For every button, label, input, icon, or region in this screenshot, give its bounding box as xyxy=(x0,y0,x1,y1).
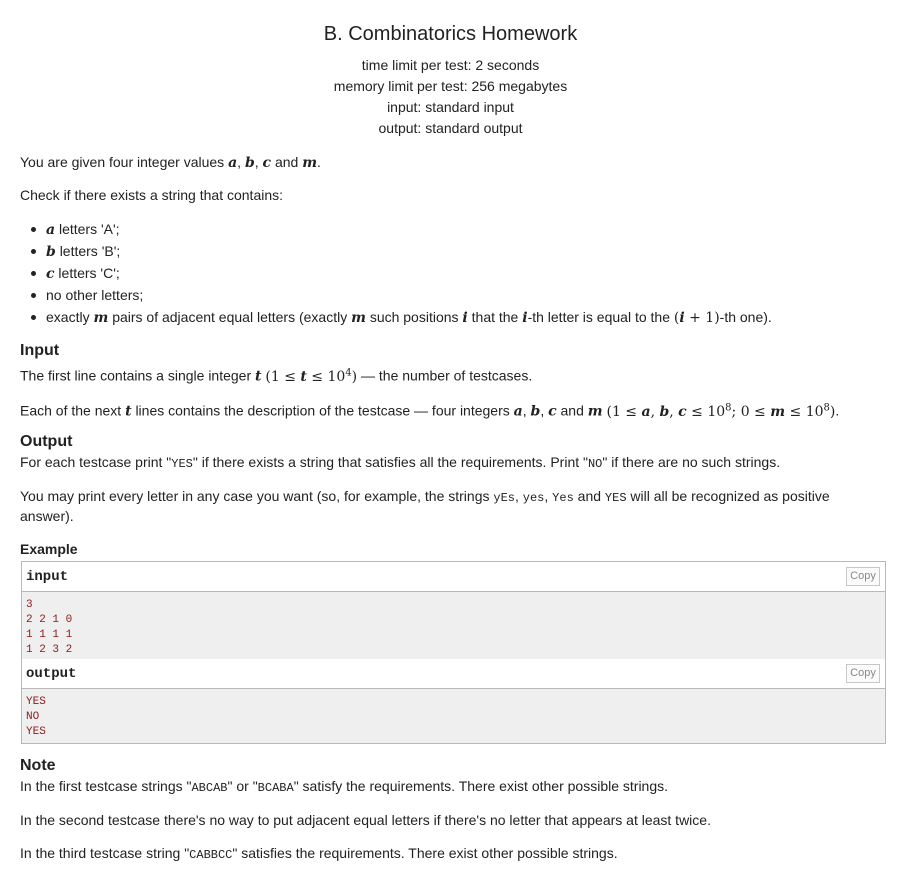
copy-input-button[interactable]: Copy xyxy=(846,567,880,586)
sample-line: YES xyxy=(26,726,46,738)
time-limit: time limit per test: 2 seconds xyxy=(361,57,540,73)
list-item: c letters 'C'; xyxy=(0,262,772,284)
sample-output-title: output xyxy=(26,666,77,682)
list-item: exactly m pairs of adjacent equal letters (exactly m such positions i that the i-th letter is equal to the (i + 1)-th one). xyxy=(0,306,772,328)
note-paragraph-2: In the second testcase there's no way to put adjacent equal letters if there's no letter that appears at least twice. xyxy=(20,812,711,828)
note-paragraph-1: In the first testcase strings "ABCAB" or "BCABA" satisfy the requirements. There exist other possible strings. xyxy=(20,778,669,795)
copy-output-button[interactable]: Copy xyxy=(846,664,880,683)
sample-line: NO xyxy=(26,711,40,723)
output-line-1: For each testcase print "YES" if there exists a string that satisfies all the requirements. Print "NO" if there are no such strings. xyxy=(20,454,781,471)
sample-input-header xyxy=(22,562,885,592)
output-line-3: answer). xyxy=(20,508,74,524)
list-item: a letters 'A'; xyxy=(0,218,772,240)
intro-paragraph: You are given four integer values a, b, c and m. xyxy=(20,154,321,171)
input-spec: input: standard input xyxy=(387,99,514,115)
sample-line: 2 2 1 0 xyxy=(26,614,73,626)
sample-line: 1 2 3 2 xyxy=(26,644,73,656)
sample-line: 3 xyxy=(26,599,33,611)
sample-input-title: input xyxy=(26,569,69,585)
sample-line: YES xyxy=(26,696,46,708)
check-paragraph: Check if there exists a string that contains: xyxy=(20,187,284,203)
problem-title: B. Combinatorics Homework xyxy=(323,23,578,45)
conditions-list xyxy=(0,218,772,328)
sample-input-body xyxy=(22,592,885,661)
note-paragraph-3: In the third testcase string "CABBCC" satisfies the requirements. There exist other possible strings. xyxy=(20,845,618,862)
note-heading: Note xyxy=(20,757,56,774)
input-line-2: Each of the next t lines contains the description of the testcase — four integers a, b, c and m (1 ≤ a, b, $c \le 10^8$; $0 \le m \le 10^8$). xyxy=(20,402,840,420)
list-item: b letters 'B'; xyxy=(0,240,772,262)
list-item: no other letters; xyxy=(0,284,772,306)
sample-line: 1 1 1 1 xyxy=(26,629,73,641)
output-spec: output: standard output xyxy=(378,120,523,136)
output-line-2: You may print every letter in any case you want (so, for example, the strings yEs, yes, Yes and YES will all be recognized as positive xyxy=(20,488,830,505)
input-heading: Input xyxy=(20,342,60,359)
sample-output xyxy=(21,659,886,744)
memory-limit: memory limit per test: 256 megabytes xyxy=(333,78,568,94)
output-heading: Output xyxy=(20,433,73,450)
sample-output-header xyxy=(22,659,885,689)
sample-output-body xyxy=(22,689,885,743)
sample-input xyxy=(21,561,886,662)
input-line-1: The first line contains a single integer t $(1 \le t \le 10^4)$ — the number of testcases. xyxy=(20,367,533,385)
example-heading: Example xyxy=(20,541,78,557)
